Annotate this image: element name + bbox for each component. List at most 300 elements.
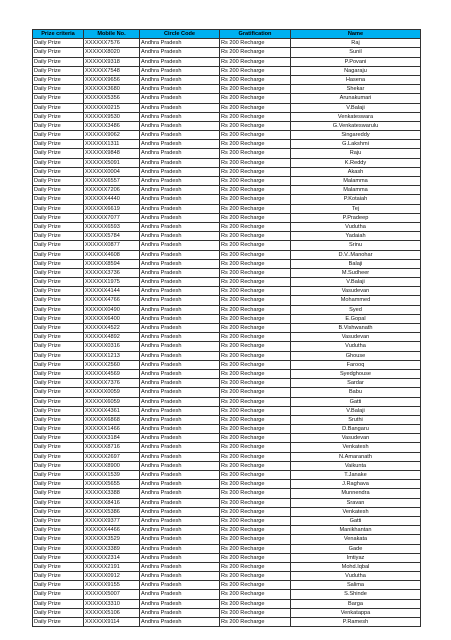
cell-prize-criteria: Daily Prize [33,369,84,378]
cell-name: E.Gopal [291,314,421,323]
cell-gratification: Rs 200 Recharge [220,112,291,121]
cell-mobile-no: XXXXXX2191 [84,562,140,571]
cell-mobile-no: XXXXXX6593 [84,222,140,231]
cell-mobile-no: XXXXXX9062 [84,131,140,140]
cell-name: V.Balaji [291,103,421,112]
cell-gratification: Rs 200 Recharge [220,342,291,351]
cell-name: Vasudevan [291,287,421,296]
cell-gratification: Rs 200 Recharge [220,232,291,241]
cell-circle-code: Andhra Pradesh [140,535,220,544]
header-name: Name [291,30,421,39]
cell-name: D.Bangaru [291,425,421,434]
cell-prize-criteria: Daily Prize [33,425,84,434]
table-row [33,581,421,590]
cell-circle-code: Andhra Pradesh [140,452,220,461]
cell-name: Shekar [291,85,421,94]
cell-mobile-no: XXXXXX8020 [84,48,140,57]
cell-prize-criteria: Daily Prize [33,85,84,94]
cell-mobile-no: XXXXXX2560 [84,360,140,369]
cell-circle-code: Andhra Pradesh [140,48,220,57]
cell-prize-criteria: Daily Prize [33,526,84,535]
cell-circle-code: Andhra Pradesh [140,553,220,562]
cell-prize-criteria: Daily Prize [33,388,84,397]
cell-mobile-no: XXXXXX1975 [84,278,140,287]
cell-circle-code: Andhra Pradesh [140,572,220,581]
cell-circle-code: Andhra Pradesh [140,443,220,452]
cell-mobile-no: XXXXXX3680 [84,85,140,94]
cell-gratification: Rs 200 Recharge [220,48,291,57]
cell-mobile-no: XXXXXX8416 [84,498,140,507]
cell-prize-criteria: Daily Prize [33,232,84,241]
cell-name: Imtiyaz [291,553,421,562]
table-row [33,112,421,121]
cell-name: V.Balaji [291,406,421,415]
cell-mobile-no: XXXXXX4361 [84,406,140,415]
cell-name: Venkatesh [291,507,421,516]
cell-circle-code: Andhra Pradesh [140,204,220,213]
cell-circle-code: Andhra Pradesh [140,167,220,176]
cell-prize-criteria: Daily Prize [33,186,84,195]
cell-gratification: Rs 200 Recharge [220,121,291,130]
table-row [33,177,421,186]
cell-circle-code: Andhra Pradesh [140,590,220,599]
cell-circle-code: Andhra Pradesh [140,526,220,535]
cell-mobile-no: XXXXXX6557 [84,177,140,186]
cell-name: K.Reddy [291,158,421,167]
cell-gratification: Rs 200 Recharge [220,535,291,544]
table-row [33,397,421,406]
cell-prize-criteria: Daily Prize [33,351,84,360]
cell-gratification: Rs 200 Recharge [220,562,291,571]
cell-circle-code: Andhra Pradesh [140,287,220,296]
cell-circle-code: Andhra Pradesh [140,241,220,250]
table-row [33,314,421,323]
cell-circle-code: Andhra Pradesh [140,480,220,489]
cell-circle-code: Andhra Pradesh [140,140,220,149]
cell-prize-criteria: Daily Prize [33,250,84,259]
cell-gratification: Rs 200 Recharge [220,452,291,461]
table-row [33,149,421,158]
cell-prize-criteria: Daily Prize [33,333,84,342]
cell-mobile-no: XXXXXX7077 [84,213,140,222]
cell-mobile-no: XXXXXX4892 [84,333,140,342]
cell-prize-criteria: Daily Prize [33,158,84,167]
cell-name: Arunakumari [291,94,421,103]
cell-name: B.Vishwanath [291,324,421,333]
cell-gratification: Rs 200 Recharge [220,324,291,333]
cell-prize-criteria: Daily Prize [33,397,84,406]
cell-gratification: Rs 200 Recharge [220,360,291,369]
table-row [33,572,421,581]
cell-name: Srinu [291,241,421,250]
table-row [33,535,421,544]
table-row [33,305,421,314]
cell-prize-criteria: Daily Prize [33,608,84,617]
table-row [33,443,421,452]
cell-name: T.Janake [291,471,421,480]
table-row [33,131,421,140]
cell-gratification: Rs 200 Recharge [220,572,291,581]
cell-mobile-no: XXXXXX0059 [84,388,140,397]
cell-mobile-no: XXXXXX1539 [84,471,140,480]
cell-circle-code: Andhra Pradesh [140,333,220,342]
cell-circle-code: Andhra Pradesh [140,498,220,507]
cell-gratification: Rs 200 Recharge [220,581,291,590]
cell-name: G.Lakshmi [291,140,421,149]
header-gratification: Gratification [220,30,291,39]
cell-circle-code: Andhra Pradesh [140,369,220,378]
cell-name: V.Balaji [291,278,421,287]
cell-name: Sardar [291,379,421,388]
table-row [33,296,421,305]
cell-circle-code: Andhra Pradesh [140,351,220,360]
cell-prize-criteria: Daily Prize [33,461,84,470]
table-row [33,213,421,222]
cell-circle-code: Andhra Pradesh [140,222,220,231]
cell-gratification: Rs 200 Recharge [220,388,291,397]
cell-circle-code: Andhra Pradesh [140,278,220,287]
cell-name: Munnendra [291,489,421,498]
cell-mobile-no: XXXXXX9377 [84,516,140,525]
cell-prize-criteria: Daily Prize [33,268,84,277]
cell-gratification: Rs 200 Recharge [220,314,291,323]
cell-prize-criteria: Daily Prize [33,103,84,112]
cell-mobile-no: XXXXXX8594 [84,259,140,268]
cell-circle-code: Andhra Pradesh [140,324,220,333]
cell-prize-criteria: Daily Prize [33,57,84,66]
cell-name: P.Kotaiah [291,195,421,204]
cell-prize-criteria: Daily Prize [33,480,84,489]
cell-prize-criteria: Daily Prize [33,305,84,314]
cell-prize-criteria: Daily Prize [33,278,84,287]
cell-prize-criteria: Daily Prize [33,213,84,222]
cell-gratification: Rs 200 Recharge [220,158,291,167]
table-row [33,590,421,599]
table-row [33,39,421,48]
cell-mobile-no: XXXXXX6619 [84,204,140,213]
cell-prize-criteria: Daily Prize [33,553,84,562]
cell-gratification: Rs 200 Recharge [220,379,291,388]
cell-mobile-no: XXXXXX4440 [84,195,140,204]
table-row [33,342,421,351]
cell-prize-criteria: Daily Prize [33,204,84,213]
cell-name: Gade [291,544,421,553]
table-row [33,103,421,112]
cell-mobile-no: XXXXXX9530 [84,112,140,121]
cell-name: Sunil [291,48,421,57]
cell-mobile-no: XXXXXX0877 [84,241,140,250]
table-row [33,544,421,553]
table-row [33,452,421,461]
cell-circle-code: Andhra Pradesh [140,94,220,103]
cell-name: Vasudevan [291,333,421,342]
cell-circle-code: Andhra Pradesh [140,461,220,470]
table-row [33,562,421,571]
cell-name: P.Ramesh [291,618,421,627]
table-row [33,480,421,489]
cell-circle-code: Andhra Pradesh [140,259,220,268]
cell-circle-code: Andhra Pradesh [140,66,220,75]
table-row [33,461,421,470]
cell-gratification: Rs 200 Recharge [220,498,291,507]
cell-mobile-no: XXXXXX4522 [84,324,140,333]
cell-mobile-no: XXXXXX8716 [84,443,140,452]
cell-circle-code: Andhra Pradesh [140,581,220,590]
cell-gratification: Rs 200 Recharge [220,222,291,231]
cell-name: Vudutha [291,222,421,231]
cell-mobile-no: XXXXXX9318 [84,57,140,66]
table-row [33,379,421,388]
table-row [33,434,421,443]
cell-circle-code: Andhra Pradesh [140,434,220,443]
cell-circle-code: Andhra Pradesh [140,186,220,195]
cell-mobile-no: XXXXXX0316 [84,342,140,351]
cell-gratification: Rs 200 Recharge [220,425,291,434]
cell-mobile-no: XXXXXX1213 [84,351,140,360]
cell-circle-code: Andhra Pradesh [140,213,220,222]
cell-circle-code: Andhra Pradesh [140,296,220,305]
cell-prize-criteria: Daily Prize [33,112,84,121]
cell-circle-code: Andhra Pradesh [140,121,220,130]
cell-name: Venkateswara [291,112,421,121]
cell-name: Sruthi [291,415,421,424]
cell-circle-code: Andhra Pradesh [140,177,220,186]
table-row [33,406,421,415]
cell-circle-code: Andhra Pradesh [140,379,220,388]
cell-prize-criteria: Daily Prize [33,498,84,507]
cell-gratification: Rs 200 Recharge [220,94,291,103]
cell-mobile-no: XXXXXX6400 [84,314,140,323]
cell-prize-criteria: Daily Prize [33,195,84,204]
cell-name: Babu [291,388,421,397]
cell-mobile-no: XXXXXX9848 [84,149,140,158]
cell-prize-criteria: Daily Prize [33,314,84,323]
cell-gratification: Rs 200 Recharge [220,278,291,287]
cell-circle-code: Andhra Pradesh [140,507,220,516]
cell-gratification: Rs 200 Recharge [220,66,291,75]
cell-circle-code: Andhra Pradesh [140,250,220,259]
table-row [33,360,421,369]
cell-gratification: Rs 200 Recharge [220,177,291,186]
table-row [33,222,421,231]
table-row [33,75,421,84]
cell-name: P.Pradeep [291,213,421,222]
cell-mobile-no: XXXXXX3486 [84,121,140,130]
table-row [33,140,421,149]
cell-prize-criteria: Daily Prize [33,324,84,333]
cell-name: Raju [291,149,421,158]
cell-name: Vasudevan [291,434,421,443]
cell-gratification: Rs 200 Recharge [220,195,291,204]
cell-gratification: Rs 200 Recharge [220,268,291,277]
cell-prize-criteria: Daily Prize [33,379,84,388]
cell-prize-criteria: Daily Prize [33,259,84,268]
table-row [33,268,421,277]
cell-mobile-no: XXXXXX3736 [84,268,140,277]
cell-circle-code: Andhra Pradesh [140,158,220,167]
cell-gratification: Rs 200 Recharge [220,406,291,415]
cell-mobile-no: XXXXXX1311 [84,140,140,149]
cell-gratification: Rs 200 Recharge [220,351,291,360]
winners-table [32,29,421,627]
cell-gratification: Rs 200 Recharge [220,259,291,268]
cell-mobile-no: XXXXXX7548 [84,66,140,75]
cell-mobile-no: XXXXXX0490 [84,305,140,314]
winners-sheet [32,29,420,627]
cell-circle-code: Andhra Pradesh [140,149,220,158]
cell-gratification: Rs 200 Recharge [220,287,291,296]
cell-circle-code: Andhra Pradesh [140,471,220,480]
cell-mobile-no: XXXXXX8900 [84,461,140,470]
cell-circle-code: Andhra Pradesh [140,562,220,571]
cell-name: Malamma [291,186,421,195]
cell-mobile-no: XXXXXX3529 [84,535,140,544]
table-header [33,30,421,39]
cell-circle-code: Andhra Pradesh [140,57,220,66]
table-row [33,232,421,241]
cell-gratification: Rs 200 Recharge [220,103,291,112]
cell-mobile-no: XXXXXX7206 [84,186,140,195]
cell-gratification: Rs 200 Recharge [220,443,291,452]
cell-prize-criteria: Daily Prize [33,581,84,590]
cell-prize-criteria: Daily Prize [33,507,84,516]
cell-mobile-no: XXXXXX5386 [84,507,140,516]
cell-mobile-no: XXXXXX0912 [84,572,140,581]
cell-gratification: Rs 200 Recharge [220,526,291,535]
header-mobile-no: Mobile No. [84,30,140,39]
cell-gratification: Rs 200 Recharge [220,333,291,342]
cell-mobile-no: XXXXXX3388 [84,489,140,498]
table-row [33,507,421,516]
table-row [33,333,421,342]
cell-prize-criteria: Daily Prize [33,562,84,571]
table-row [33,85,421,94]
cell-prize-criteria: Daily Prize [33,618,84,627]
cell-gratification: Rs 200 Recharge [220,140,291,149]
cell-prize-criteria: Daily Prize [33,140,84,149]
table-row [33,369,421,378]
cell-prize-criteria: Daily Prize [33,241,84,250]
table-row [33,121,421,130]
cell-gratification: Rs 200 Recharge [220,167,291,176]
cell-gratification: Rs 200 Recharge [220,461,291,470]
cell-gratification: Rs 200 Recharge [220,57,291,66]
cell-gratification: Rs 200 Recharge [220,149,291,158]
cell-name: Singareddy [291,131,421,140]
cell-circle-code: Andhra Pradesh [140,544,220,553]
table-row [33,195,421,204]
cell-name: Hasena [291,75,421,84]
cell-name: Venakata [291,535,421,544]
cell-name: Gatti [291,516,421,525]
cell-prize-criteria: Daily Prize [33,177,84,186]
cell-name: Venkatesh [291,443,421,452]
table-row [33,48,421,57]
header-circle-code: Circle Code [140,30,220,39]
cell-mobile-no: XXXXXX5106 [84,608,140,617]
cell-name: S.Shinde [291,590,421,599]
cell-gratification: Rs 200 Recharge [220,608,291,617]
cell-name: Tej [291,204,421,213]
cell-name: Manikhantan [291,526,421,535]
cell-name: Nagaraju [291,66,421,75]
cell-name: Syed [291,305,421,314]
cell-name: G.Venkateswarulu [291,121,421,130]
cell-circle-code: Andhra Pradesh [140,397,220,406]
cell-circle-code: Andhra Pradesh [140,342,220,351]
cell-name: Akash [291,167,421,176]
cell-gratification: Rs 200 Recharge [220,131,291,140]
cell-mobile-no: XXXXXX4466 [84,526,140,535]
cell-circle-code: Andhra Pradesh [140,314,220,323]
cell-prize-criteria: Daily Prize [33,94,84,103]
table-row [33,425,421,434]
cell-name: D.V..Manohar [291,250,421,259]
cell-name: Vudutha [291,342,421,351]
cell-name: Balaji [291,259,421,268]
cell-prize-criteria: Daily Prize [33,434,84,443]
cell-mobile-no: XXXXXX0215 [84,103,140,112]
cell-circle-code: Andhra Pradesh [140,112,220,121]
table-row [33,278,421,287]
cell-gratification: Rs 200 Recharge [220,39,291,48]
cell-prize-criteria: Daily Prize [33,572,84,581]
table-row [33,388,421,397]
cell-mobile-no: XXXXXX5784 [84,232,140,241]
header-row [33,30,421,39]
table-row [33,241,421,250]
cell-circle-code: Andhra Pradesh [140,489,220,498]
cell-prize-criteria: Daily Prize [33,406,84,415]
table-row [33,204,421,213]
cell-prize-criteria: Daily Prize [33,75,84,84]
cell-circle-code: Andhra Pradesh [140,516,220,525]
cell-prize-criteria: Daily Prize [33,471,84,480]
cell-gratification: Rs 200 Recharge [220,553,291,562]
cell-mobile-no: XXXXXX1466 [84,425,140,434]
table-row [33,489,421,498]
cell-name: P.Povani [291,57,421,66]
cell-mobile-no: XXXXXX3184 [84,434,140,443]
cell-prize-criteria: Daily Prize [33,66,84,75]
cell-circle-code: Andhra Pradesh [140,305,220,314]
table-row [33,57,421,66]
cell-prize-criteria: Daily Prize [33,360,84,369]
header-prize-criteria: Prize criteria [33,30,84,39]
table-row [33,516,421,525]
table-row [33,324,421,333]
cell-prize-criteria: Daily Prize [33,342,84,351]
cell-gratification: Rs 200 Recharge [220,250,291,259]
cell-prize-criteria: Daily Prize [33,544,84,553]
cell-gratification: Rs 200 Recharge [220,369,291,378]
cell-name: Vudutha [291,572,421,581]
cell-mobile-no: XXXXXX5356 [84,94,140,103]
cell-circle-code: Andhra Pradesh [140,75,220,84]
cell-prize-criteria: Daily Prize [33,443,84,452]
cell-circle-code: Andhra Pradesh [140,195,220,204]
cell-mobile-no: XXXXXX4569 [84,369,140,378]
table-row [33,158,421,167]
cell-mobile-no: XXXXXX4144 [84,287,140,296]
table-row [33,66,421,75]
table-row [33,471,421,480]
cell-mobile-no: XXXXXX6059 [84,397,140,406]
cell-mobile-no: XXXXXX6868 [84,415,140,424]
cell-mobile-no: XXXXXX9155 [84,581,140,590]
cell-prize-criteria: Daily Prize [33,296,84,305]
cell-prize-criteria: Daily Prize [33,452,84,461]
